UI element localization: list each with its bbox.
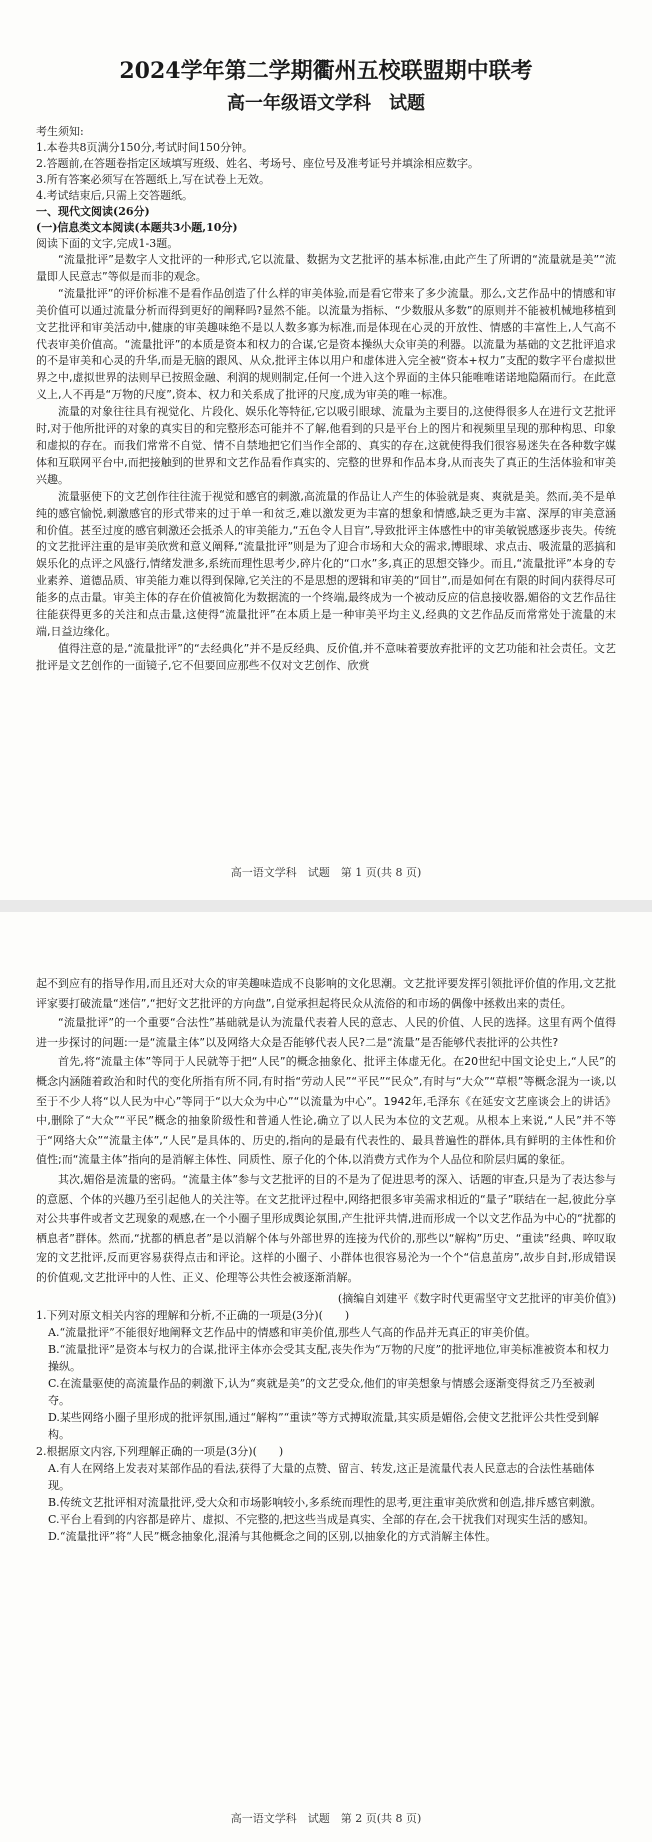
passage-paragraph: 流量的对象往往具有视觉化、片段化、娱乐化等特征,它以吸引眼球、流量为主要目的,这使得很多人在进行文艺批评时,对于他所批评的对象的真实目的和完整形态可能并不了解,他看到的只是平台上的图片和视频里呈现的那种构思、印象和虚拟的存在。而我们常常不自觉、情不自禁地把它们当作全部的、真实的存在,这就使得我们很容易迷失在各种数字媒体和互联网平台中,而把接触到的世界和文艺作品看作真实的、完整的世界和作品本身,从而丧失了真正的生活体验和审美兴趣。: [36, 405, 616, 486]
passage-paragraph: 其次,媚俗是流量的密码。“流量主体”参与文艺批评的目的不是为了促进思考的深入、话题的审查,只是为了表达参与的意愿、个体的兴趣乃至引起他人的关注等。在文艺批评过程中,网络把很多审美需求相近的“量子”联结在一起,彼此分享对公共事件或者文艺现象的观感,在一个小圈子里形成舆论氛围,产生批评共情,进而形成一个以文艺作品为中心的“扰都的栖息者”群体。然而,“扰都的栖息者”是以消解个体与外部世界的连接为代价的,那些以“解构”历史、“重读”经典、啐叹取宠的文艺批评,反而更容易获得点击和评论。这样的小圈子、小群体也很容易沦为一个个“信息茧房”,故步自封,形成错误的价值观,文艺批评中的人性、正义、伦理等公共性会被逐渐消解。: [36, 1172, 616, 1284]
passage-paragraph: “流量批评”是数字人文批评的一种形式,它以流量、数据为文艺批评的基本标准,由此产生了所谓的“流量就是美”“流量即人民意志”等似是而非的观念。: [36, 253, 616, 283]
exam-page-1: [0, 0, 652, 900]
notice-item: 4.考试结束后,只需上交答题纸。: [36, 189, 193, 202]
source-note: (摘编自刘建平《数字时代更需坚守文艺批评的审美价值》): [337, 1291, 616, 1305]
notice-item: 3.所有答案必须写在答题纸上,写在试卷上无效。: [36, 173, 270, 186]
exam-page-2: [0, 912, 652, 1842]
answer-option: C.在流量驱使的高流量作品的刺激下,认为“爽就是美”的文艺受众,他们的审美想象与情感会逐渐变得贫乏乃至被剥夺。: [48, 1376, 595, 1407]
answer-option: B.“流量批评”是资本与权力的合谋,批评主体亦会受其支配,丧失作为“万物的尺度”的批评地位,审美标准被资本和权力操纵。: [48, 1342, 610, 1373]
passage-paragraph: 起不到应有的指导作用,而且还对大众的审美趣味造成不良影响的文化思潮。文艺批评要发挥引领批评价值的作用,文艺批评家要打破流量“迷信”,“把好文艺批评的方向盘”,自觉承担起将民众从流俗的和市场的偶像中拯救出来的责任。: [36, 977, 616, 1010]
page-footer: 高一语文学科 试题 第 2 页(共 8 页): [230, 1812, 422, 1825]
sub-section-title: (一)信息类文本阅读(本题共3小题,10分): [36, 221, 238, 234]
answer-option: A.“流量批评”不能很好地阐释文艺作品中的情感和审美价值,那些人气高的作品并无真正的审美价值。: [48, 1325, 537, 1339]
page-1-content: [36, 56, 616, 675]
answer-option: A.有人在网络上发表对某部作品的看法,获得了大量的点赞、留言、转发,这正是流量代表人民意志的合法性基础体现。: [48, 1461, 595, 1492]
notice-item: 2.答题前,在答题卷指定区域填写班级、姓名、考场号、座位号及准考证号并填涂相应数字。: [36, 157, 479, 170]
exam-title: 2024学年第二学期衢州五校联盟期中联考: [119, 58, 533, 84]
page-2-content: [36, 974, 616, 1545]
notice-heading: 考生须知:: [36, 125, 84, 138]
answer-option: B.传统文艺批评相对流量批评,受大众和市场影响较小,多系统而理性的思考,更注重审美欣赏和创造,排斥感官刺激。: [48, 1495, 602, 1509]
passage-paragraph: 值得注意的是,“流量批评”的“去经典化”并不是反经典、反价值,并不意味着要放弃批评的文艺功能和社会责任。文艺批评是文艺创作的一面镜子,它不但要回应那些不仅对文艺创作、欣赏: [36, 641, 616, 672]
reading-instruction: 阅读下面的文字,完成1-3题。: [36, 237, 179, 250]
passage-paragraph: “流量批评”的一个重要“合法性”基础就是认为流量代表着人民的意志、人民的价值、人民的选择。这里有两个值得进一步探讨的问题:一是“流量主体”以及网络大众是否能够代表人民?二是“流量”是否能够代表批评的公共性?: [36, 1016, 616, 1049]
exam-subtitle: 高一年级语文学科 试题: [227, 93, 425, 114]
page-footer: 高一语文学科 试题 第 1 页(共 8 页): [230, 866, 422, 879]
question-stem: 2.根据原文内容,下列理解正确的一项是(3分)( ): [36, 1444, 284, 1458]
passage-paragraph: 首先,将“流量主体”等同于人民就等于把“人民”的概念抽象化、批评主体虚无化。在20世纪中国文论史上,“人民”的概念内涵随着政治和时代的变化所指有所不同,有时指“劳动人民”“平民”“民众”,有时与“大众”“草根”等概念混为一谈,以至于不少人将“以人民为中心”等同于“以大众为中心”“以流量为中心”。1942年,毛泽东《在延安文艺座谈会上的讲话》中,删除了“大众”“平民”概念的抽象阶级性和普通人性论,确立了以人民为本位的文艺观。从根本上来说,“人民”并不等于“网络大众”“流量主体”,“人民”是具体的、历史的,指向的是最有代表性的、最具普遍性的群体,具有鲜明的主体性和价值性;而“流量主体”指向的是消解主体性、同质性、原子化的个体,以消费方式作为个人品位和阶层归属的象征。: [36, 1055, 616, 1167]
passage-paragraph: 流量驱使下的文艺创作往往流于视觉和感官的刺激,高流量的作品让人产生的体验就是爽、爽就是美。然而,美不是单纯的感官愉悦,刺激感官的形式带来的过于单一和贫乏,难以激发更为丰富的想象和情感,缺乏更为丰富、深厚的审美意涵和价值。甚至过度的感官刺激还会抵杀人的审美能力,“五色令人目盲”,导致批评主体感性中的审美敏锐感逐步丧失。传统的文艺批评注重的是审美欣赏和意义阐释,“流量批评”则是为了迎合市场和大众的需求,博眼球、求点击、吸流量的恶搞和娱乐化的点评之风盛行,情绪发泄多,系统而理性思考少,碎片化的“口水”多,真正的思想交锋少。而且,“流量批评”本身的专业素养、道德品质、审美能力难以得到保障,它关注的不是思想的逻辑和审美的“回甘”,而是如何在有限的时间内获得尽可能多的点击量。审美主体的存在价值被简化为数据流的一个终端,最终成为一个被动反应的信息接收器,媚俗的文艺作品往往能获得更多的关注和点击量,这使得“流量批评”在本质上是一种审美平均主义,经典的文艺作品反而常常处于流量的末端,日益边缘化。: [36, 489, 616, 638]
answer-option: D.某些网络小圈子里形成的批评氛围,通过“解构”“重读”等方式搏取流量,其实质是媚俗,会使文艺批评公共性受到解构。: [48, 1410, 599, 1441]
notice-item: 1.本卷共8页满分150分,考试时间150分钟。: [36, 141, 253, 154]
question-stem: 1.下列对原文相关内容的理解和分析,不正确的一项是(3分)( ): [36, 1308, 350, 1322]
passage-paragraph: “流量批评”的评价标准不是看作品创造了什么样的审美体验,而是看它带来了多少流量。那么,文艺作品中的情感和审美价值可以通过流量分析而得到更好的阐释吗?显然不能。以流量为指标、“少数服从多数”的原则并不能被机械地移植到文艺批评和审美活动中,健康的审美趣味绝不是以人数多寡为标准,而是体现在心灵的开放性、情感的丰富性上,人气高不代表审美价值高。“流量批评”的本质是资本和权力的合谋,它是资本操纵大众审美的利器。以流量为基础的文艺批评追求的不是审美和心灵的升华,而是无脑的跟风、从众,批评主体以用户和虚体进入完全被“资本+权力”支配的数字平台虚拟世界之中,虚拟世界的法则早已按照金融、利润的规则制定,任何一个进入这个界面的主体只能唯唯诺诺地隐隔而行。在此意义上,人不再是“万物的尺度”,资本、权力和关系成了批评的尺度,成为审美的唯一标准。: [36, 286, 616, 402]
part-title: 一、现代文阅读(26分): [36, 205, 150, 218]
answer-option: C.平台上看到的内容都是碎片、虚拟、不完整的,把这些当成是真实、全部的存在,会干扰我们对现实生活的感知。: [48, 1512, 595, 1526]
answer-option: D.“流量批评”将“人民”概念抽象化,混淆与其他概念之间的区别,以抽象化的方式消解主体性。: [48, 1529, 497, 1543]
